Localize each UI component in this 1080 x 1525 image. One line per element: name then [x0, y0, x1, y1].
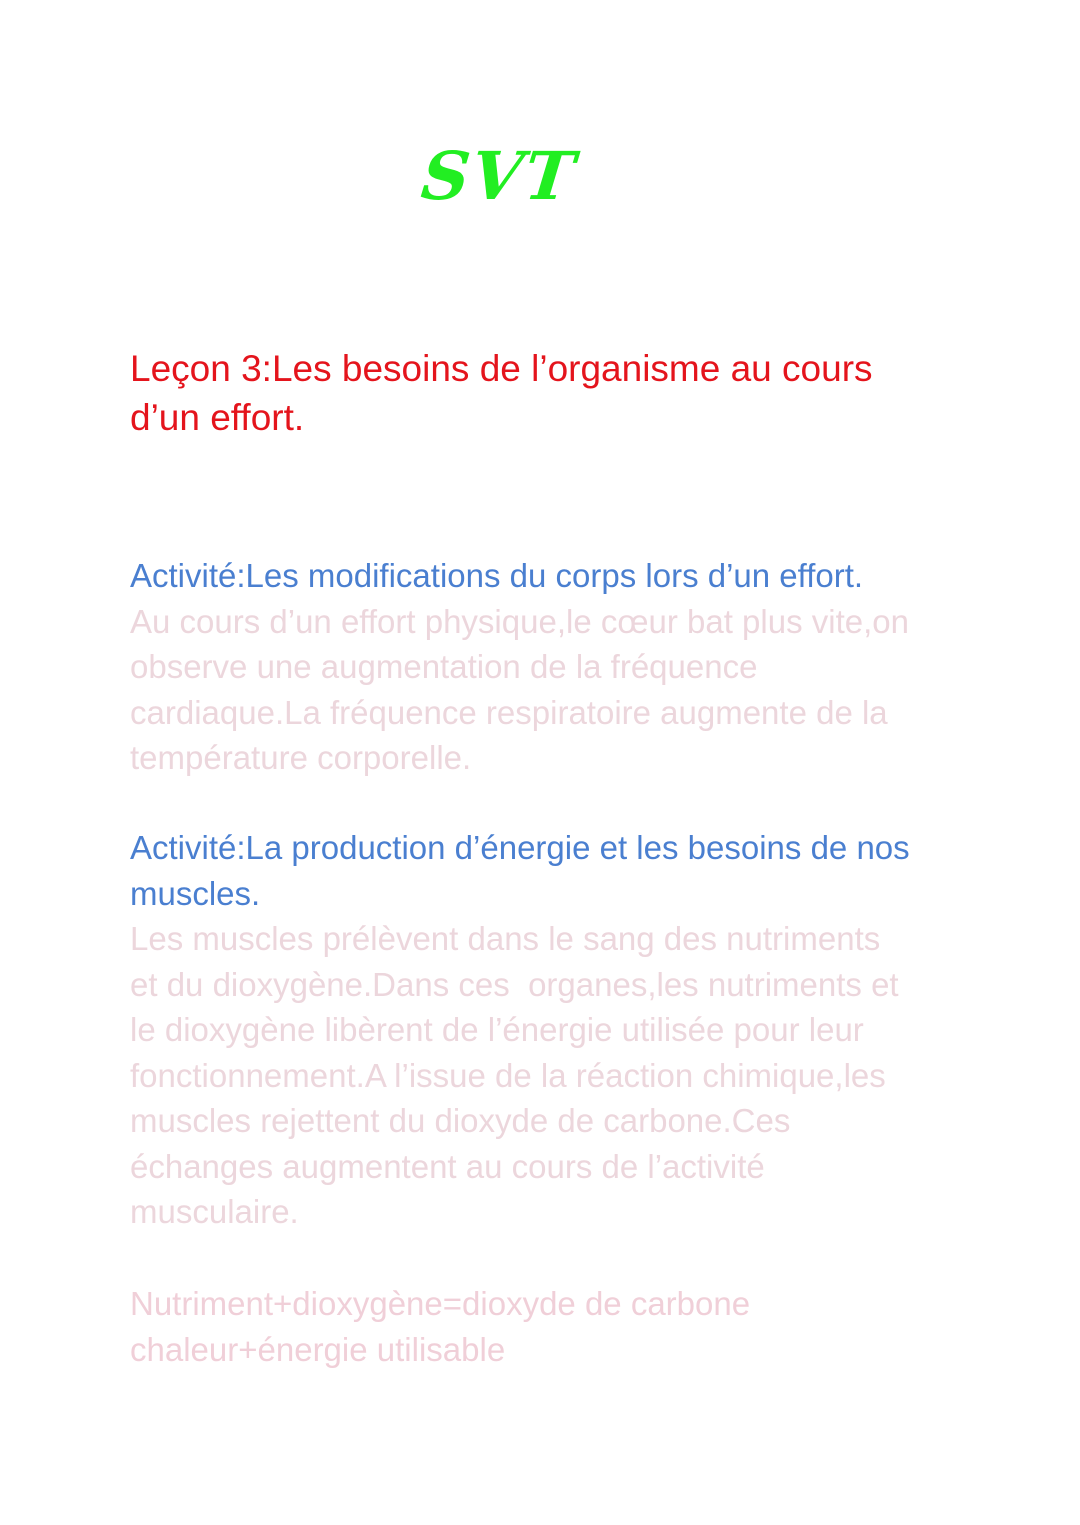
body-line: muscles rejettent du dioxyde de carbone.Ces: [130, 1102, 791, 1139]
body-line: musculaire.: [130, 1193, 299, 1230]
equation-line: chaleur+énergie utilisable: [130, 1330, 506, 1368]
lesson-title-line: Leçon 3:Les besoins de l’organisme au cours: [130, 348, 873, 389]
body-line: fonctionnement.A l’issue de la réaction chimique,les: [130, 1056, 886, 1094]
activity-heading-line: muscles.: [130, 874, 261, 912]
body-line: cardiaque.La fréquence respiratoire augmente de la: [130, 693, 888, 731]
activity-heading-line: Activité:Les modifications du corps lors d’un effort.: [130, 557, 864, 594]
activity-heading: [130, 553, 970, 599]
body-line: température corporelle.: [130, 739, 472, 776]
body-line: observe une augmentation de la fréquence: [130, 648, 758, 685]
activity-section-1: [130, 553, 970, 781]
body-line: Les muscles prélèvent dans le sang des nutriments: [130, 920, 881, 957]
lesson-title-line: d’un effort.: [130, 397, 305, 438]
body-line: échanges augmentent au cours de l’activité: [130, 1147, 765, 1185]
activity-body: [130, 599, 970, 781]
activity-body: [130, 916, 970, 1235]
equation-line: Nutriment+dioxygène=dioxyde de carbone: [130, 1285, 751, 1322]
lesson-title: [130, 344, 960, 442]
body-line: et du dioxygène.Dans ces organes,les nutriments et: [130, 965, 899, 1003]
activity-heading: [130, 825, 970, 916]
chemical-equation: [130, 1281, 970, 1372]
body-line: Au cours d’un effort physique,le cœur bat plus vite,on: [130, 602, 909, 640]
activity-heading-line: Activité:La production d’énergie et les besoins de nos: [130, 829, 910, 866]
activity-section-2: [130, 825, 970, 1235]
body-line: le dioxygène libèrent de l’énergie utilisée pour leur: [130, 1011, 864, 1048]
page-title: SVT: [417, 137, 581, 215]
